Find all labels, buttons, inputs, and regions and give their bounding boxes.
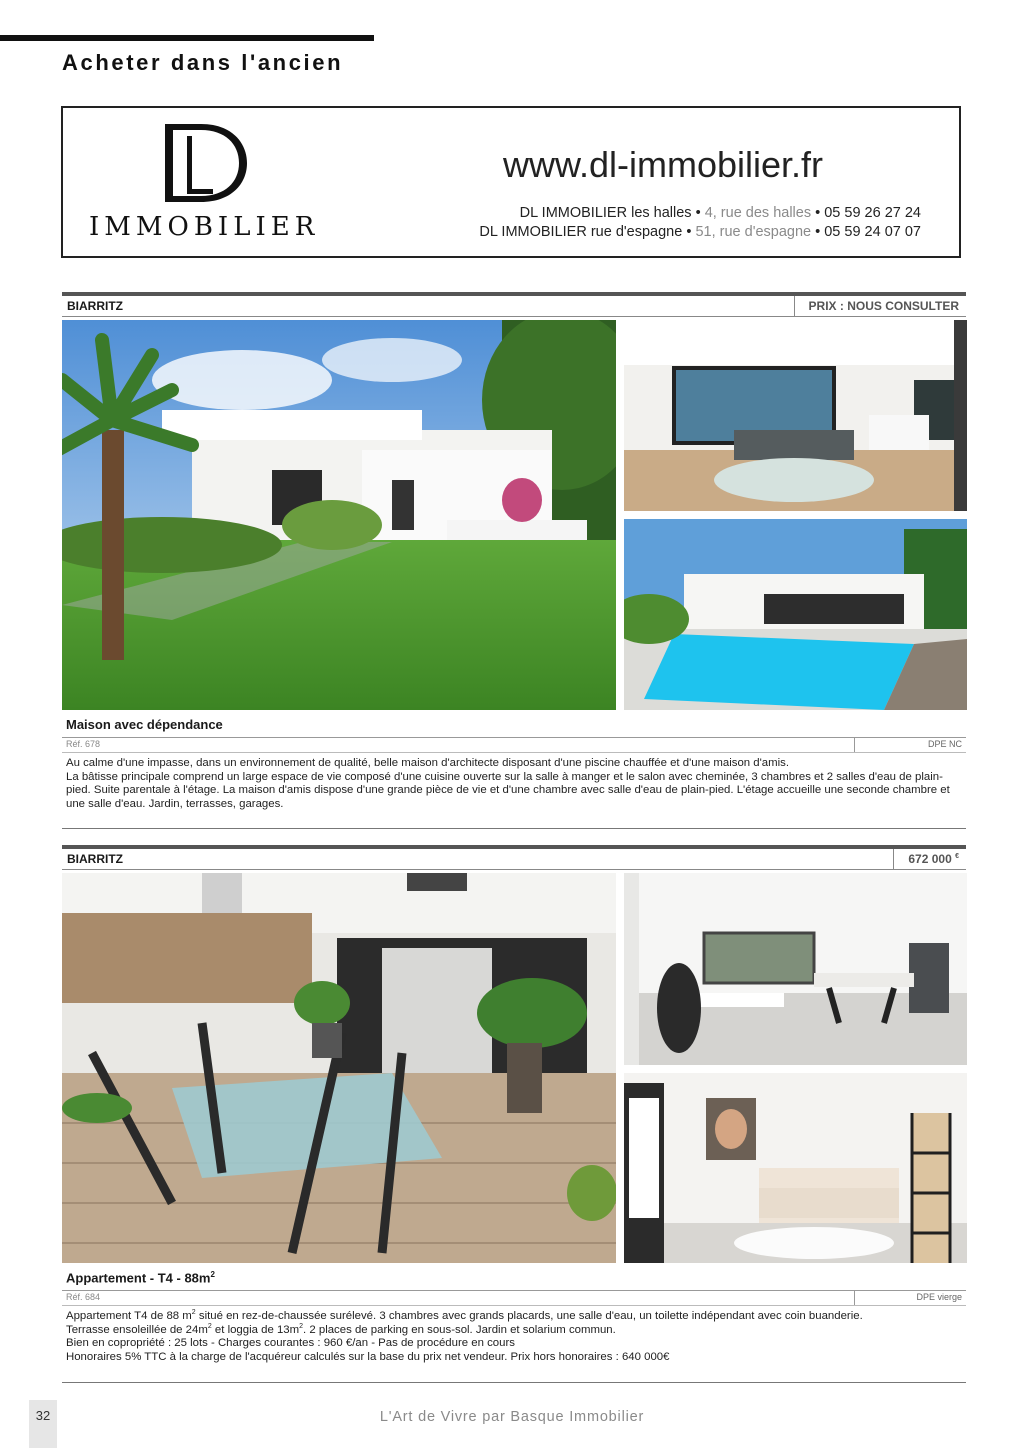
house-garden-photo[interactable] xyxy=(62,320,616,710)
listing-ref-row xyxy=(62,1290,966,1306)
living-room-photo[interactable] xyxy=(624,320,967,511)
agency-phone[interactable]: 05 59 26 27 24 xyxy=(824,205,921,221)
logo-wordmark: IMMOBILIER xyxy=(89,212,320,242)
bedroom-sofa-photo[interactable] xyxy=(624,1073,967,1263)
listing-ref: Réf. 678 xyxy=(66,739,101,749)
top-rule xyxy=(0,35,374,41)
listing-title: Maison avec dépendance xyxy=(66,717,223,732)
listing-dpe: DPE NC xyxy=(854,738,966,752)
listing-ref: Réf. 684 xyxy=(66,1292,101,1302)
dining-room-photo[interactable] xyxy=(624,873,967,1065)
listing-2-header xyxy=(62,845,966,870)
listing-dpe: DPE vierge xyxy=(854,1291,966,1305)
terrace-photo[interactable] xyxy=(62,873,616,1263)
listing-1-header xyxy=(62,292,966,317)
agency-phone[interactable]: 05 59 24 07 07 xyxy=(824,224,921,240)
listing-price: PRIX : NOUS CONSULTER xyxy=(794,296,966,316)
agency-line-halles: DL IMMOBILIER les halles • 4, rue des halles • 05 59 26 27 24 xyxy=(519,205,921,221)
footer-text: L'Art de Vivre par Basque Immobilier xyxy=(379,1409,645,1425)
page-number: 32 xyxy=(29,1400,57,1448)
listing-city: BIARRITZ xyxy=(67,852,123,866)
agency-website-link[interactable]: www.dl-immobilier.fr xyxy=(503,144,824,185)
listing-description: Appartement T4 de 88 $m^2$ situé en rez-de-chaussée surélevé. 3 chambres avec grands placards, une salle d'eau, un toilette indépendant avec coin buanderie. Terrasse ensoleillée de $24m^2$ et loggia de $13m^2$. 2 places de parking en sous-sol. Jardin et solarium commun. Bien en copropriété : 25 lots - Charges courantes : 960 €/an - Pas de procédure en cours Honoraires 5% TTC à la charge de l'acquéreur calculés sur la base du prix net vendeur. Prix hors honoraires : 640 000€ xyxy=(66,1309,863,1364)
section-title: Acheter dans l'ancien xyxy=(62,50,344,75)
listing-city: BIARRITZ xyxy=(67,299,123,313)
agency-ad xyxy=(61,106,961,258)
agency-line-espagne: DL IMMOBILIER rue d'espagne • 51, rue d'espagne • 05 59 24 07 07 xyxy=(479,224,921,240)
listing-price: 672 000 € xyxy=(893,849,966,869)
pool-photo[interactable] xyxy=(624,519,967,710)
listing-ref-row xyxy=(62,737,966,753)
listing-title: Appartement - $T4 - 88m^2$ xyxy=(66,1270,215,1286)
listing-separator xyxy=(62,1382,966,1383)
dl-logo-icon xyxy=(161,118,251,208)
listing-description: Au calme d'une impasse, dans un environnement de qualité, belle maison d'architecte disposant d'une piscine chauffée et d'une maison d'amis. La bâtisse principale comprend un large espace de vie composé d'une cuisine ouverte sur la salle à manger et le salon avec cheminée, 3 chambres et 2 salles d'eau de plain-pied. Suite parentale à l'étage. La maison d'amis dispose d'une grande pièce de vie et d'une chambre avec salle d'eau de plain-pied. L'étage accueille une seconde chambre et une salle d'eau. Jardin, terrasses, garages. xyxy=(66,757,950,811)
listing-separator xyxy=(62,828,966,829)
